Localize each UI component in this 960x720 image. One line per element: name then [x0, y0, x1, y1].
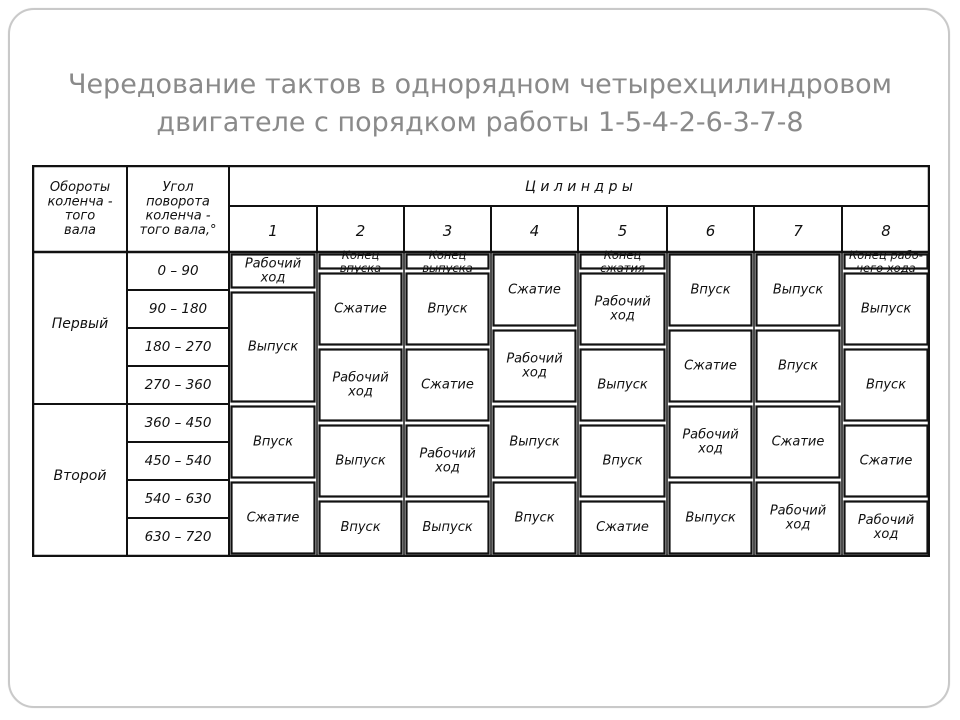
cylinder-number-1: 1 [268, 222, 278, 240]
phase-label-cyl1-line: Выпуск [247, 339, 299, 355]
phase-label-cyl8 [849, 248, 923, 275]
phase-label-cyl6 [684, 359, 737, 374]
phase-label-cyl4-line: Выпуск [509, 434, 560, 450]
slide-title [40, 66, 920, 142]
phase-label-cyl2-line: Сжатие [334, 301, 387, 317]
revolution-label: Первый [51, 316, 109, 332]
phase-label-cyl1 [245, 256, 301, 285]
angle-header-line: того вала,° [139, 222, 217, 238]
phase-label-cyl5-line: Рабочий [594, 294, 651, 310]
angle-range: 0 – 90 [157, 263, 199, 279]
phase-label-cyl7-line: ход [785, 517, 811, 533]
phase-label-cyl3 [419, 446, 475, 475]
phase-label-cyl5-line: Конец [603, 248, 642, 263]
phase-label-cyl3-line: Конец [428, 248, 467, 263]
phase-label-cyl5-line: ход [610, 308, 635, 324]
angle-range: 180 – 270 [144, 339, 212, 355]
firing-order-table-graphic [32, 165, 930, 557]
phase-label-cyl3 [421, 378, 474, 393]
phase-label-cyl4-line: Впуск [514, 510, 555, 526]
cylinder-number-4: 4 [529, 222, 540, 240]
phase-label-cyl8 [866, 378, 906, 393]
cylinders-header: Ц и л и н д р ы [525, 179, 633, 195]
phase-label-cyl5 [594, 294, 650, 323]
revolution-label: Второй [53, 468, 107, 484]
phase-label-cyl7-line: Впуск [777, 358, 819, 374]
slide-title-line-1: Чередование тактов в однорядном четырехцилиндровом [67, 69, 893, 100]
angle-header-line: коленча - [145, 208, 211, 224]
angle-header-line: Угол [162, 180, 194, 196]
phase-label-cyl3 [422, 248, 473, 275]
phase-label-cyl7 [772, 435, 825, 450]
phase-label-cyl6-line: Сжатие [684, 358, 737, 374]
angle-range: 270 – 360 [144, 377, 212, 393]
phase-label-cyl5 [597, 378, 648, 393]
phase-label-cyl2 [332, 370, 388, 399]
phase-label-cyl2-line: впуска [339, 260, 382, 275]
phase-label-cyl8 [858, 513, 914, 542]
phase-label-cyl3-line: выпуска [422, 260, 473, 275]
phase-label-cyl5-line: Выпуск [597, 377, 648, 393]
phase-label-cyl7-line: Рабочий [769, 503, 827, 519]
phase-label-cyl4 [508, 283, 561, 298]
phase-label-cyl1-line: Рабочий [244, 256, 302, 272]
phase-label-cyl7 [773, 283, 824, 298]
phase-label-cyl5-line: сжатия [600, 260, 645, 275]
phase-label-cyl3-line: Сжатие [421, 377, 474, 393]
phase-label-cyl8-line: чего хода [856, 260, 916, 275]
phase-label-cyl3-line: Выпуск [422, 520, 473, 535]
angle-range: 630 – 720 [144, 529, 212, 545]
phase-label-cyl1-line: Сжатие [246, 510, 300, 526]
phase-label-cyl7 [778, 359, 818, 374]
phase-label-cyl6-line: Выпуск [685, 510, 736, 526]
cylinder-number-6: 6 [705, 222, 716, 240]
phase-label-cyl7-line: Выпуск [772, 282, 824, 298]
phase-label-cyl4-line: Сжатие [508, 282, 561, 298]
phase-label-cyl8-line: Рабочий [857, 512, 915, 528]
revolutions-header-line: того [64, 208, 96, 224]
phase-label-cyl7 [770, 503, 826, 532]
phase-label-cyl6-line: Рабочий [682, 427, 739, 443]
revolutions-header-line: вала [64, 222, 96, 238]
phase-label-cyl8-line: ход [873, 527, 899, 543]
cylinder-number-8: 8 [881, 222, 891, 240]
phase-label-cyl1-line: Впуск [252, 434, 294, 450]
phase-label-cyl1 [248, 340, 299, 355]
phase-label-cyl1-line: ход [260, 270, 286, 286]
phase-label-cyl2 [340, 248, 381, 275]
phase-label-cyl2-line: ход [348, 384, 373, 400]
phase-label-cyl4 [506, 351, 562, 380]
phase-label-cyl5-line: Впуск [602, 453, 643, 469]
phase-label-cyl3-line: ход [435, 460, 460, 476]
revolutions-header-line: Обороты [49, 180, 111, 196]
phase-label-cyl3-line: Рабочий [419, 446, 476, 462]
phase-label-cyl2-line: Впуск [340, 520, 381, 535]
phase-label-cyl7-line: Сжатие [771, 434, 825, 450]
slide-title-line-2: двигателе с порядком работы 1-5-4-2-6-3-7-8 [156, 107, 804, 138]
phase-label-cyl6-line: Впуск [690, 282, 731, 298]
phase-label-cyl5 [602, 454, 642, 469]
phase-label-cyl8-line: Впуск [865, 377, 907, 393]
angle-header [140, 180, 217, 238]
cylinder-number-7: 7 [793, 222, 803, 240]
revolutions-header-line: коленча - [47, 194, 113, 210]
cylinder-number-2: 2 [355, 222, 366, 240]
phase-label-cyl4 [509, 435, 560, 450]
phase-label-cyl4-line: Рабочий [506, 351, 563, 367]
phase-label-cyl1 [247, 511, 300, 526]
cylinder-number-5: 5 [617, 222, 628, 240]
phase-label-cyl8-line: Выпуск [860, 301, 912, 317]
phase-label-cyl3 [422, 520, 473, 535]
cylinder-number-3: 3 [442, 222, 453, 240]
phase-label-cyl2-line: Конец [341, 248, 380, 263]
phase-label-cyl5 [600, 248, 645, 275]
angle-range: 540 – 630 [144, 491, 212, 507]
phase-label-cyl6 [685, 511, 736, 526]
phase-label-cyl4-line: ход [522, 365, 547, 381]
revolutions-header [47, 180, 112, 238]
angle-range: 360 – 450 [144, 415, 212, 431]
phase-label-cyl6 [690, 283, 730, 298]
phase-label-cyl2-line: Рабочий [332, 370, 389, 386]
phase-label-cyl2 [340, 520, 380, 535]
phase-label-cyl8 [861, 302, 912, 317]
phase-label-cyl8-line: Сжатие [859, 453, 913, 469]
phase-label-cyl2 [334, 302, 387, 317]
phase-label-cyl4 [514, 511, 554, 526]
phase-label-cyl2-line: Выпуск [335, 453, 386, 469]
phase-label-cyl3-line: Впуск [427, 301, 468, 317]
phase-label-cyl8 [860, 454, 913, 469]
phase-label-cyl5-line: Сжатие [596, 520, 649, 535]
phase-label-cyl5 [596, 520, 649, 535]
angle-range: 450 – 540 [144, 453, 212, 469]
firing-order-table [32, 165, 930, 557]
angle-range: 90 – 180 [148, 301, 208, 317]
phase-label-cyl3 [427, 302, 467, 317]
phase-label-cyl8-line: Конец рабо- [849, 248, 923, 263]
phase-label-cyl2 [335, 454, 386, 469]
angle-header-line: поворота [146, 194, 210, 210]
phase-label-cyl1 [253, 435, 293, 450]
phase-label-cyl6 [682, 427, 738, 456]
phase-label-cyl6-line: ход [698, 441, 723, 457]
